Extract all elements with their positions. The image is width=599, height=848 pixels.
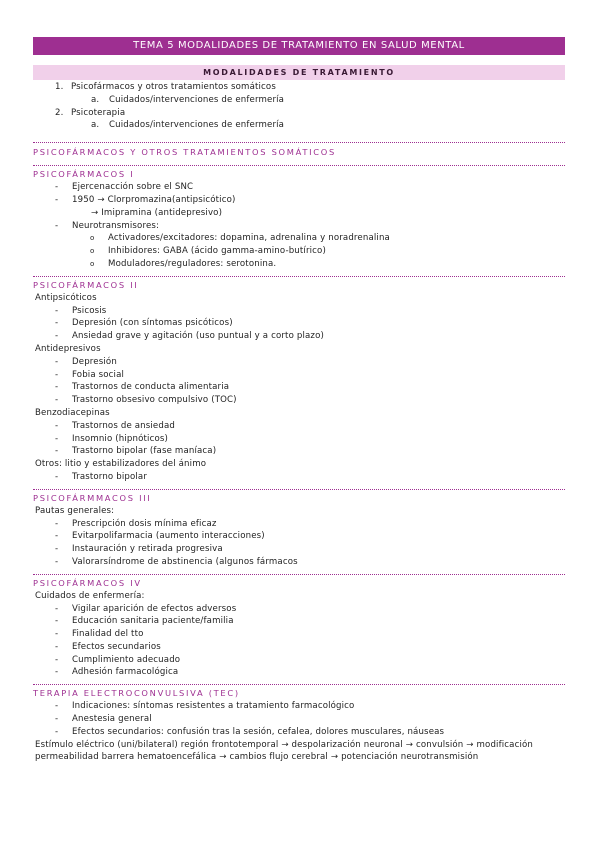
section-banner: MODALIDADES DE TRATAMIENTO (33, 65, 565, 80)
group-label: Otros: litio y estabilizadores del ánimo (35, 459, 207, 470)
list-item: - Psicosis (55, 305, 107, 316)
toc-sub-letter: a. (91, 120, 100, 131)
list-item: - Ejercenacción sobre el SNC (55, 182, 194, 193)
list-item: - Trastornos de conducta alimentaria (55, 382, 230, 393)
list-item: - Evitarpolifarmacia (aumento interacciones) (55, 531, 265, 542)
bullet-item: o Inhibidores: GABA (ácido gamma-amino-butírico) (90, 246, 326, 257)
toc-sub-text: Cuidados/intervenciones de enfermería (109, 94, 285, 105)
divider (33, 574, 565, 575)
paragraph-line: Estímulo eléctrico (uni/bilateral) región frontotemporal → despolarización neuronal → convulsión → modificación (35, 739, 534, 750)
list-item: - Anestesia general (55, 714, 152, 725)
list-item: - Depresión (con síntomas psicóticos) (55, 318, 233, 329)
section-heading: PSICOFÁRMMACOS III (33, 492, 152, 503)
document-page (33, 37, 565, 764)
divider (33, 276, 565, 277)
list-item: - Finalidad del tto (55, 629, 144, 640)
list-item: - Neurotransmisores: (55, 220, 160, 231)
toc-subitem (33, 119, 565, 132)
toc-number: 1. (55, 82, 64, 92)
toc-sub-text: Cuidados/intervenciones de enfermería (109, 120, 285, 131)
list-item: - Trastorno obsesivo compulsivo (TOC) (55, 395, 237, 406)
toc-text: Psicoterapia (71, 107, 126, 118)
list-item: - Adhesión farmacológica (55, 667, 179, 678)
list-item: - Insomnio (hipnóticos) (55, 433, 168, 444)
list-item: - Prescripción dosis mínima eficaz (55, 518, 217, 529)
list-item: - Valorarsíndrome de abstinencia (algunos fármacos (55, 556, 298, 567)
group-label: Benzodiacepinas (35, 407, 110, 418)
group-label: Antipsicóticos (35, 292, 97, 303)
bullet-item: o Moduladores/reguladores: serotonina. (90, 258, 277, 269)
toc-item (33, 107, 565, 120)
divider (33, 489, 565, 490)
divider (33, 165, 565, 166)
list-item: - Indicaciones: síntomas resistentes a tratamiento farmacológico (55, 701, 355, 712)
list-item: - Trastornos de ansiedad (55, 420, 175, 431)
list-item: - Educación sanitaria paciente/familia (55, 616, 234, 627)
list-item: - Instauración y retirada progresiva (55, 544, 223, 555)
list-item: - Trastorno bipolar (fase maníaca) (55, 446, 217, 457)
list-item: - Trastorno bipolar (55, 471, 147, 482)
list-item: - Ansiedad grave y agitación (uso puntual y a corto plazo) (55, 331, 324, 342)
divider (33, 142, 565, 143)
list-item: → Imipramina (antidepresivo) (91, 207, 223, 218)
section-heading: PSICOFÁRMACOS I (33, 169, 135, 180)
list-item: - Vigilar aparición de efectos adversos (55, 603, 237, 614)
group-label: Cuidados de enfermería: (35, 590, 145, 601)
group-label: Antidepresivos (35, 343, 101, 354)
table-of-contents (33, 81, 565, 132)
toc-subitem (33, 94, 565, 107)
toc-sub-letter: a. (91, 94, 100, 105)
list-item: - 1950 → Clorpromazina(antipsicótico) (55, 194, 236, 205)
section-heading: PSICOFÁRMACOS II (33, 279, 139, 290)
group-label: Pautas generales: (35, 505, 115, 516)
section-heading: TERAPIA ELECTROCONVULSIVA (TEC) (33, 688, 240, 699)
list-item: - Efectos secundarios (55, 641, 161, 652)
divider (33, 684, 565, 685)
paragraph-line: permeabilidad barrera hematoencefálica → cambios flujo cerebral → potenciación neurotransmisión (35, 752, 479, 763)
section-heading: PSICOFÁRMACOS IV (33, 577, 142, 588)
toc-number: 2. (55, 107, 64, 118)
document-title: TEMA 5 MODALIDADES DE TRATAMIENTO EN SALUD MENTAL (33, 37, 565, 55)
toc-item (33, 81, 565, 94)
list-item: - Fobia social (55, 369, 125, 380)
main-section-heading: PSICOFÁRMACOS Y OTROS TRATAMIENTOS SOMÁTICOS (33, 147, 336, 158)
toc-text: Psicofármacos y otros tratamientos somáticos (71, 82, 276, 92)
list-item: - Depresión (55, 356, 117, 367)
list-item: - Efectos secundarios: confusión tras la sesión, cefalea, dolores musculares, náuseas (55, 726, 445, 737)
bullet-item: o Activadores/excitadores: dopamina, adrenalina y noradrenalina (90, 233, 390, 244)
list-item: - Cumplimiento adecuado (55, 654, 181, 665)
